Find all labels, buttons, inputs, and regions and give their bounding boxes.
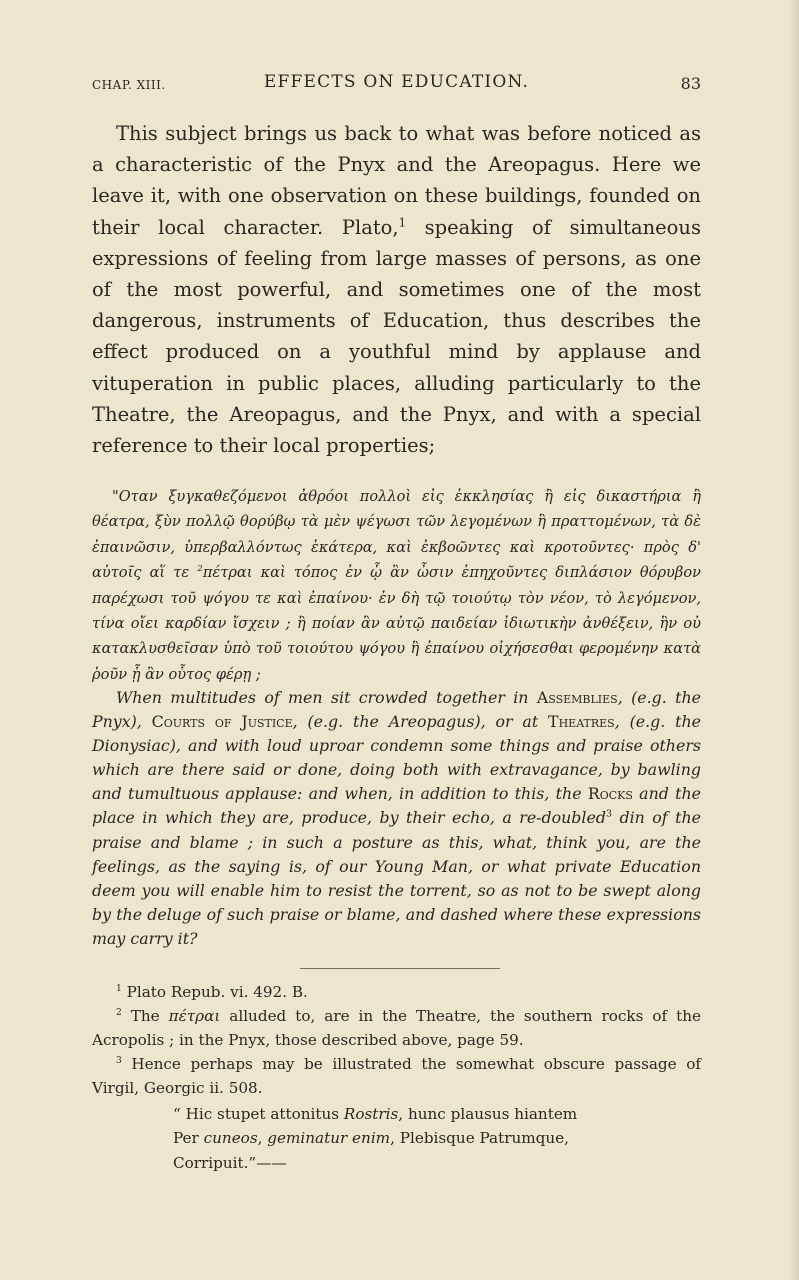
quote-text: , Plebisque Patrumque, [390, 1129, 569, 1148]
small-caps-term: Rocks [587, 784, 633, 804]
translation-text: din of the praise and blame ; in such a posture as this, what, think you, are the feelings, as the saying is, of our Young Man, or what private Education deem you will enable him to resist the torrent, so as not to be swept along by the deluge of such praise or blame, and dashed where these expressions may carry it? [92, 808, 701, 948]
quote-line-3 [173, 1151, 701, 1175]
greek-quotation [92, 484, 701, 687]
small-caps-term: Assemblies [536, 688, 618, 707]
footnote-text: Plato Repub. vi. 492. B. [121, 983, 308, 1001]
translation-text: , (e.g. the Dionysiac), and with loud uproar condemn some things and praise others which are there said or done, doing both with extravagance, by bawling and tumultuous applause: and when, in addition to this, the [92, 712, 701, 804]
running-header [92, 72, 701, 100]
footnote-text: Hence perhaps may be illustrated the somewhat obscure passage of Virgil, Georgic ii. 508. [92, 1055, 701, 1097]
footnote-ref-3: 3 [605, 809, 612, 821]
translation-text: When multitudes of men sit crowded together in [116, 688, 537, 707]
footnote-number: 1 [116, 983, 122, 994]
page-title: EFFECTS ON EDUCATION. [263, 72, 530, 92]
footnote-divider [300, 968, 500, 969]
page-number: 83 [680, 74, 701, 93]
translation-text: and the place in which they are, produce, by their echo, a re-doubled [92, 784, 702, 828]
footnote-text: The [121, 1007, 169, 1025]
quote-text: Corripuit.”—— [173, 1153, 287, 1172]
paragraph-text-2: speaking of simultaneous expressions of feeling from large masses of persons, as one of the most powerful, and sometimes one of the most dangerous, instruments of Education, thus describes the effect produced on a youthful mind by applause and vituperation in public places, alluding particularly to the Theatre, the Areopagus, and the Pnyx, and with a special reference to their local properties; [92, 215, 701, 458]
chapter-label: CHAP. XIII. [92, 78, 166, 92]
quote-line-2 [173, 1126, 701, 1150]
footnote-text: alluded to, are in the Theatre, the southern rocks of the Acropolis ; in the Pnyx, those described above, page 59. [92, 1007, 701, 1049]
translation-text: , (e.g. the Areopagus), or at [292, 712, 549, 732]
small-caps-term: Theatres [548, 712, 615, 732]
footnote-ref-1: 1 [398, 215, 407, 230]
footnote-number: 2 [116, 1007, 122, 1018]
quote-italic: Rostris [343, 1105, 399, 1123]
quote-text: , [257, 1129, 268, 1148]
small-caps-term: Courts of Justice [151, 712, 293, 732]
quote-text: , hunc plausus hiantem [398, 1105, 578, 1123]
footnote-number: 3 [116, 1055, 122, 1066]
greek-word: πέτραι [168, 1007, 221, 1025]
paragraph-text-1: This subject brings us back to what was before noticed as a characteristic of the Pnyx and the Areopagus. Here we leave it, with one observation on these buildings, founded on their local character. Plato, [92, 122, 701, 239]
footnote-2 [92, 1004, 701, 1052]
page-edge-shadow [789, 0, 799, 1280]
footnote-ref-2: 2 [197, 564, 203, 575]
translation-paragraph [92, 686, 701, 951]
footnotes [92, 980, 701, 1100]
quote-line-1 [173, 1102, 701, 1126]
virgil-quotation [173, 1102, 701, 1175]
quote-text: “ Hic stupet attonitus [173, 1105, 344, 1123]
quote-italic: geminatur enim [267, 1129, 391, 1148]
footnote-1 [92, 980, 701, 1004]
quote-italic: cuneos [203, 1129, 258, 1148]
greek-text-2: πέτραι καὶ τόπος ἐν ᾧ ἂν ὦσιν ἐπηχοῦντες διπλάσιον θόρυβον παρέχωσι τοῦ ψόγου τε καὶ ἐπαίνου· ἐν δὴ τῷ τοιούτῳ τὸν νέον, τὸ λεγόμενον, τίνα οἴει καρδίαν ἴσχειν ; ἢ ποίαν ἂν αὐτῷ παιδείαν ἰδιωτικὴν ἀνθέξειν, ἣν οὐ κατακλυσθεῖσαν ὑπὸ τοῦ τοιούτου ψόγου ἢ ἐπαίνου οἰχήσεσθαι φερομένην κατὰ ῥοῦν ᾗ ἂν οὗτος φέρῃ ; [92, 564, 701, 683]
quote-text: Per [173, 1129, 204, 1148]
translation-text: , (e.g. the Pnyx), [92, 688, 701, 732]
footnote-3 [92, 1052, 701, 1100]
greek-text-1: "Οταν ξυγκαθεζόμενοι ἀθρόοι πολλοὶ εἰς ἐκκλησίας ἢ εἰς δικαστήρια ἢ θέατρα, ξὺν πολλῷ θορύβῳ τὰ μὲν ψέγωσι τῶν λεγομένων ἢ πραττομένων, τὰ δὲ ἐπαινῶσιν, ὑπερβαλλόντως ἑκάτερα, καὶ ἐκβοῶντες καὶ κροτοῦντες· πρὸς δ' αὐτοῖς αἵ τε [92, 488, 701, 582]
main-paragraph [92, 118, 701, 461]
